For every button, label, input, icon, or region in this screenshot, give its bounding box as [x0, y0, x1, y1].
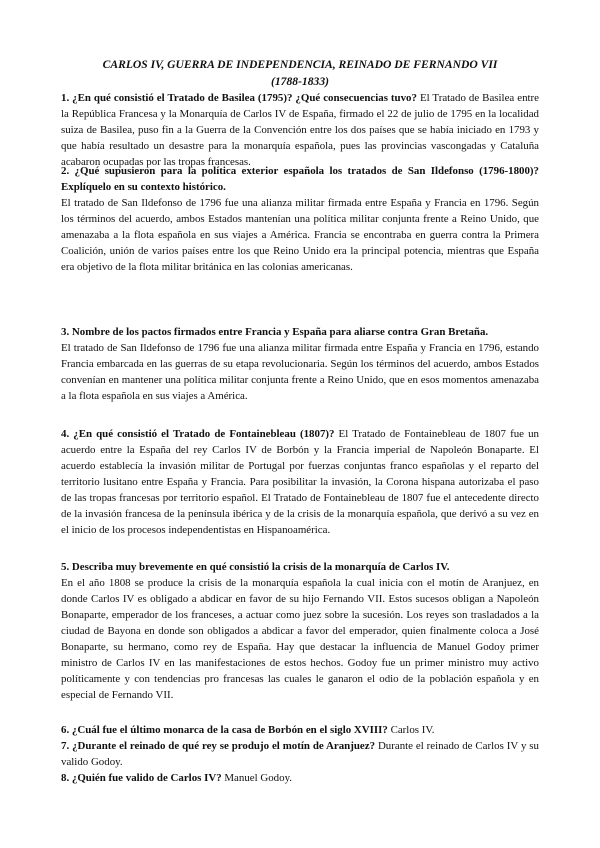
question-1-text: 1. ¿En qué consistió el Tratado de Basilea (1795)? ¿Qué consecuencias tuvo?: [61, 92, 420, 104]
title-line-1: CARLOS IV, GUERRA DE INDEPENDENCIA, REINADO DE FERNANDO VII: [102, 58, 498, 71]
question-6: [61, 722, 539, 738]
document-title: [60, 56, 540, 90]
question-5: [61, 559, 539, 703]
question-3-text: 3. Nombre de los pactos firmados entre Francia y España para aliarse contra Gran Bretaña.: [61, 326, 489, 338]
question-5-text: 5. Describa muy brevemente en qué consistió la crisis de la monarquía de Carlos IV.: [61, 561, 450, 573]
answer-6-text: Carlos IV.: [390, 724, 435, 736]
answer-8-text: Manuel Godoy.: [224, 772, 293, 784]
question-2-text: 2. ¿Qué supusieron para la política exterior española los tratados de San Ildefonso (1796-1800)? Explíquelo en su contexto histórico.: [61, 165, 539, 193]
question-2: [61, 163, 539, 275]
question-8-text: 8. ¿Quién fue valido de Carlos IV?: [61, 772, 225, 784]
title-line-2: (1788-1833): [271, 75, 329, 88]
question-3: [61, 324, 539, 404]
answer-7-text: Durante el reinado de Carlos IV y su valido Godoy.: [61, 740, 539, 768]
question-4-text: 4. ¿En qué consistió el Tratado de Fontainebleau (1807)?: [61, 428, 339, 440]
answer-1-text: El Tratado de Basilea entre la República Francesa y la Monarquía de Carlos IV de España, firmado el 22 de julio de 1795 en la localidad suiza de Basilea, puso fin a la Guerra de la Convención entre los dos países que se había iniciado en 1793 y que había resultado un desastre para la monarquía española, pues las provincias vascongadas y Cataluña acabaron ocupadas por las tropas francesas.: [61, 92, 539, 168]
question-4: [61, 426, 539, 538]
question-8: [61, 770, 539, 786]
answer-5-text: En el año 1808 se produce la crisis de la monarquía española la cual inicia con el motín de Aranjuez, en donde Carlos IV es obligado a abdicar en favor de su hijo Fernando VII. Estos sucesos obligan a Napoleón Bonaparte, emperador de los franceses, a actuar como juez sobre la sucesión. Los reyes son trasladados a la ciudad de Bayona en donde son obligados a abdicar a favor del emperador, quien finalmente coloca a José Bonaparte, su hermano, como rey de España. Hay que destacar la influencia de Manuel Godoy primer ministro de Carlos IV en las manifestaciones de estos hechos. Godoy fue un primer ministro muy activo políticamente y con tendencias pro francesas las cuales le ganaron el odio de la población española y en especial de Fernando VII.: [61, 577, 539, 701]
answer-4-text: El Tratado de Fontainebleau de 1807 fue un acuerdo entre la España del rey Carlos IV de Borbón y la Francia imperial de Napoleón Bonaparte. El acuerdo establecía la invasión militar de Portugal por fuerzas conjuntas franco españolas y el reparto del territorio lusitano entre España y Francia. Para posibilitar la invasión, la Corona hispana autorizaba el paso de las tropas francesas por territorio español. El Tratado de Fontainebleau de 1807 fue el antecedente directo de la invasión francesa de la península ibérica y de la crisis de la monarquía española, que derivó a su vez en el inicio de los procesos independentistas en Hispanoamérica.: [61, 428, 539, 536]
question-7: [61, 738, 539, 770]
question-1: [61, 90, 539, 170]
question-7-text: 7. ¿Durante el reinado de qué rey se produjo el motín de Aranjuez?: [61, 740, 378, 752]
answer-3-text: El tratado de San Ildefonso de 1796 fue una alianza militar firmada entre España y Francia en 1796, estando Francia embarcada en las guerras de su etapa revolucionaria. Según los términos del acuerdo, ambos Estados convenían en mantener una política militar conjunta frente a Reino Unido, que en esos momentos amenazaba a la flota española en sus viajes a América.: [61, 342, 539, 402]
answer-2-text: El tratado de San Ildefonso de 1796 fue una alianza militar firmada entre España y Francia en 1796. Según los términos del acuerdo, ambos Estados mantenían una política militar conjunta frente a Reino Unido, que amenazaba a la flota española en sus viajes a América. Francia se encontraba en guerra contra la Primera Coalición, unión de varios países entre los que Reino Unido era la principal potencia, mientras que España era objetivo de la flota militar británica en las colonias americanas.: [61, 197, 539, 273]
question-6-text: 6. ¿Cuál fue el último monarca de la casa de Borbón en el siglo XVIII?: [61, 724, 391, 736]
